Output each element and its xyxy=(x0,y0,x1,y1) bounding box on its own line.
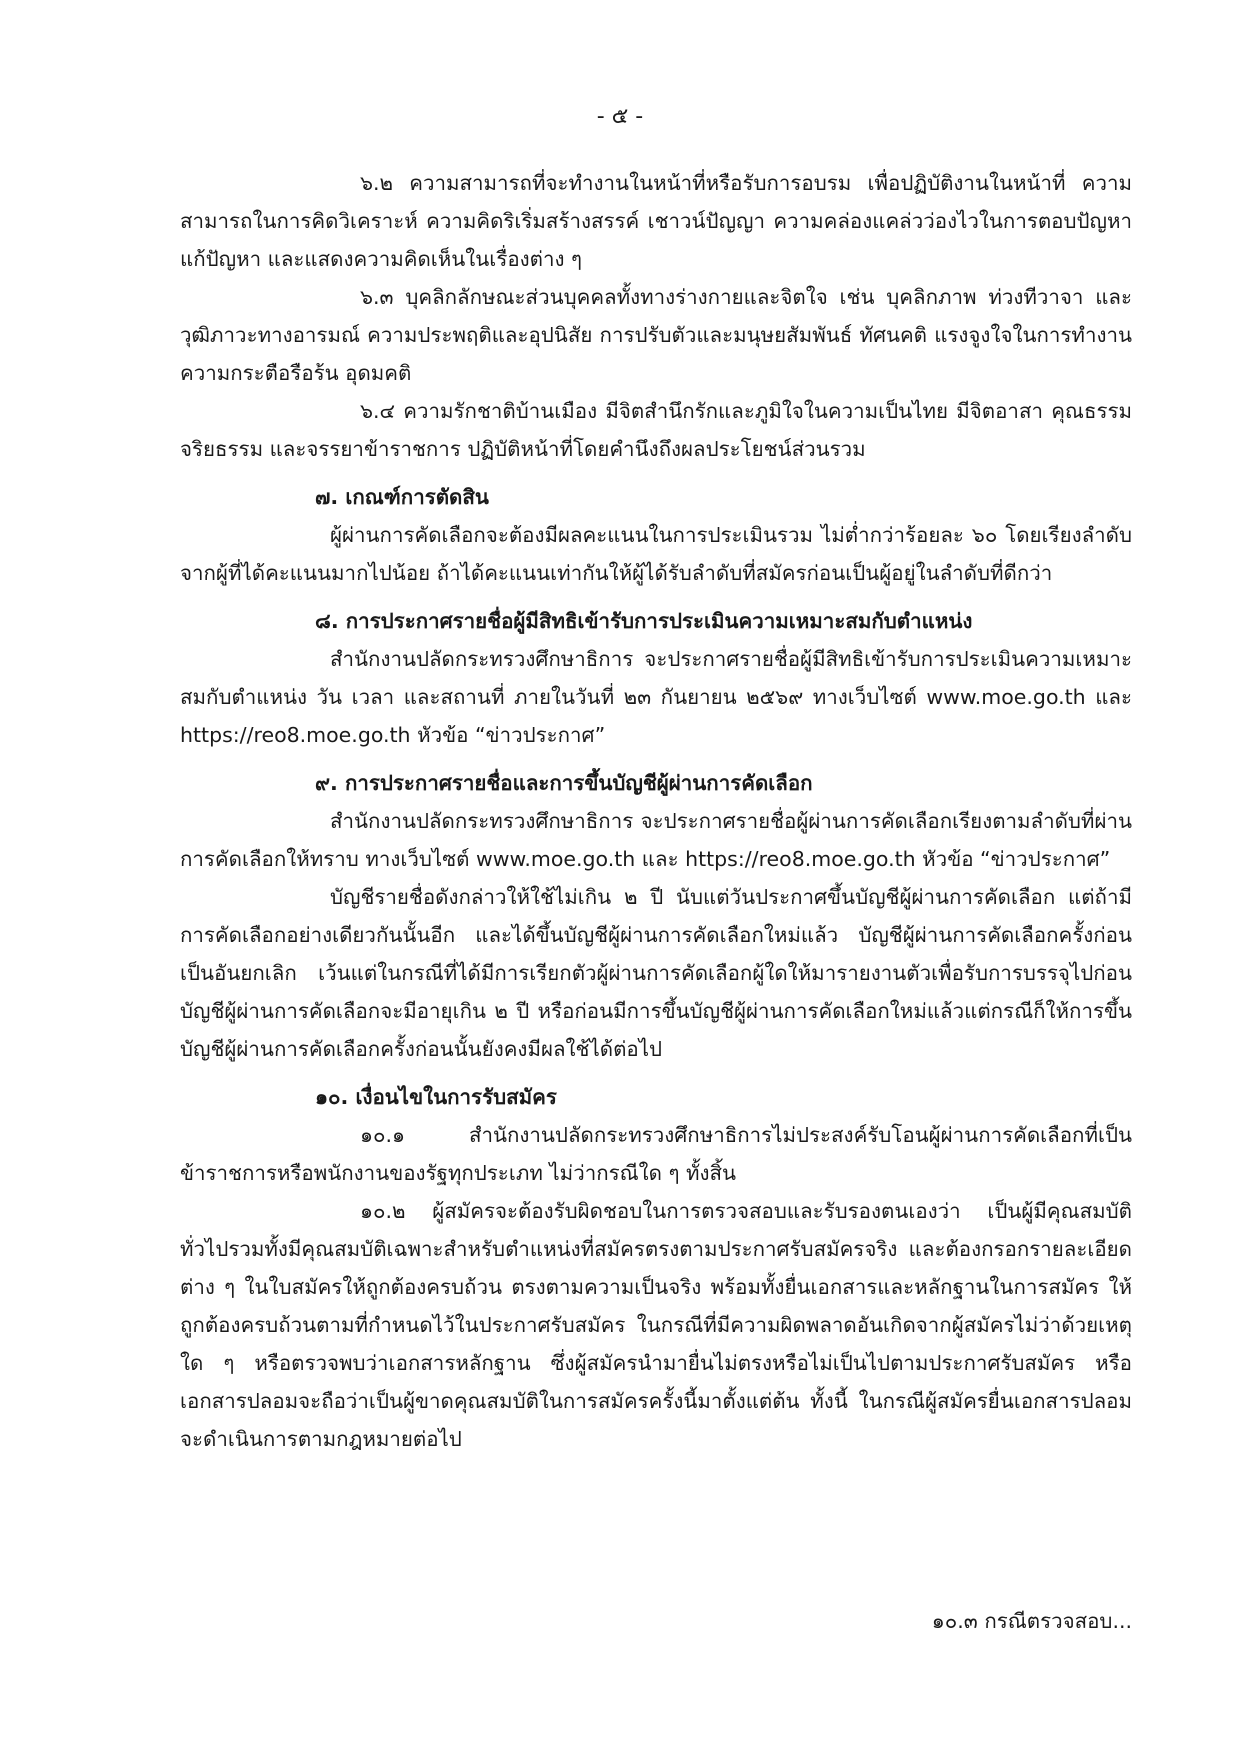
paragraph-8: สำนักงานปลัดกระทรวงศึกษาธิการ จะประกาศรายชื่อผู้มีสิทธิเข้ารับการประเมินความเหมาะสมกับตำแหน่ง วัน เวลา และสถานที่ ภายในวันที่ ๒๓ กันยายน ๒๕๖๙ ทางเว็บไซต์ www.moe.go.th และ https://reo8.moe.go.th หัวข้อ “ข่าวประกาศ” xyxy=(180,647,1132,747)
paragraph-9b: บัญชีรายชื่อดังกล่าวให้ใช้ไม่เกิน ๒ ปี นับแต่วันประกาศขึ้นบัญชีผู้ผ่านการคัดเลือก แต่ถ้ามีการคัดเลือกอย่างเดียวกันนั้นอีก และได้ขึ้นบัญชีผู้ผ่านการคัดเลือกใหม่แล้ว บัญชีผู้ผ่านการคัดเลือกครั้งก่อนเป็นอันยกเลิก เว้นแต่ในกรณีที่ได้มีการเรียกตัวผู้ผ่านการคัดเลือกผู้ใดให้มารายงานตัวเพื่อรับการบรรจุไปก่อนบัญชีผู้ผ่านการคัดเลือกจะมีอายุเกิน ๒ ปี หรือก่อนมีการขึ้นบัญชีผู้ผ่านการคัดเลือกใหม่แล้วแต่กรณีก็ให้การขึ้นบัญชีผู้ผ่านการคัดเลือกครั้งก่อนนั้นยังคงมีผลใช้ได้ต่อไป xyxy=(180,885,1132,1061)
paragraph-9a: สำนักงานปลัดกระทรวงศึกษาธิการ จะประกาศรายชื่อผู้ผ่านการคัดเลือกเรียงตามลำดับที่ผ่านการคัดเลือกให้ทราบ ทางเว็บไซต์ www.moe.go.th และ https://reo8.moe.go.th หัวข้อ “ข่าวประกาศ” xyxy=(180,809,1132,871)
heading-8: ๘. การประกาศรายชื่อผู้มีสิทธิเข้ารับการประเมินความเหมาะสมกับตำแหน่ง xyxy=(315,609,973,633)
page-number: - ๕ - xyxy=(596,104,644,129)
paragraph-6-2: ๖.๒ ความสามารถที่จะทำงานในหน้าที่หรือรับการอบรม เพื่อปฏิบัติงานในหน้าที่ ความสามารถในการคิดวิเคราะห์ ความคิดริเริ่มสร้างสรรค์ เชาวน์ปัญญา ความคล่องแคล่วว่องไวในการตอบปัญหา แก้ปัญหา และแสดงความคิดเห็นในเรื่องต่าง ๆ xyxy=(180,171,1132,271)
heading-7: ๗. เกณฑ์การตัดสิน xyxy=(315,485,489,509)
heading-9: ๙. การประกาศรายชื่อและการขึ้นบัญชีผู้ผ่านการคัดเลือก xyxy=(315,771,813,795)
document-body xyxy=(180,164,1132,1458)
paragraph-10-1: ๑๐.๑ สำนักงานปลัดกระทรวงศึกษาธิการไม่ประสงค์รับโอนผู้ผ่านการคัดเลือกที่เป็นข้าราชการหรือพนักงานของรัฐทุกประเภท ไม่ว่ากรณีใด ๆ ทั้งสิ้น xyxy=(180,1123,1132,1185)
next-page-continuation: ๑๐.๓ กรณีตรวจสอบ... xyxy=(931,1609,1132,1633)
heading-10: ๑๐. เงื่อนไขในการรับสมัคร xyxy=(315,1085,557,1109)
paragraph-6-3: ๖.๓ บุคลิกลักษณะส่วนบุคคลทั้งทางร่างกายและจิตใจ เช่น บุคลิกภาพ ท่วงทีวาจา และวุฒิภาวะทางอารมณ์ ความประพฤติและอุปนิสัย การปรับตัวและมนุษยสัมพันธ์ ทัศนคติ แรงจูงใจในการทำงาน ความกระตือรือร้น อุดมคติ xyxy=(180,285,1132,385)
paragraph-6-4: ๖.๔ ความรักชาติบ้านเมือง มีจิตสำนึกรักและภูมิใจในความเป็นไทย มีจิตอาสา คุณธรรม จริยธรรม และจรรยาข้าราชการ ปฏิบัติหน้าที่โดยคำนึงถึงผลประโยชน์ส่วนรวม xyxy=(180,399,1132,461)
paragraph-7: ผู้ผ่านการคัดเลือกจะต้องมีผลคะแนนในการประเมินรวม ไม่ต่ำกว่าร้อยละ ๖๐ โดยเรียงลำดับจากผู้ที่ได้คะแนนมากไปน้อย ถ้าได้คะแนนเท่ากันให้ผู้ได้รับลำดับที่สมัครก่อนเป็นผู้อยู่ในลำดับที่ดีกว่า xyxy=(180,523,1132,585)
paragraph-10-2: ๑๐.๒ ผู้สมัครจะต้องรับผิดชอบในการตรวจสอบและรับรองตนเองว่า เป็นผู้มีคุณสมบัติทั่วไปรวมทั้งมีคุณสมบัติเฉพาะสำหรับตำแหน่งที่สมัครตรงตามประกาศรับสมัครจริง และต้องกรอกรายละเอียดต่าง ๆ ในใบสมัครให้ถูกต้องครบถ้วน ตรงตามความเป็นจริง พร้อมทั้งยื่นเอกสารและหลักฐานในการสมัคร ให้ถูกต้องครบถ้วนตามที่กำหนดไว้ในประกาศรับสมัคร ในกรณีที่มีความผิดพลาดอันเกิดจากผู้สมัครไม่ว่าด้วยเหตุใด ๆ หรือตรวจพบว่าเอกสารหลักฐาน ซึ่งผู้สมัครนำมายื่นไม่ตรงหรือไม่เป็นไปตามประกาศรับสมัคร หรือเอกสารปลอมจะถือว่าเป็นผู้ขาดคุณสมบัติในการสมัครครั้งนี้มาตั้งแต่ต้น ทั้งนี้ ในกรณีผู้สมัครยื่นเอกสารปลอมจะดำเนินการตามกฎหมายต่อไป xyxy=(180,1199,1132,1451)
